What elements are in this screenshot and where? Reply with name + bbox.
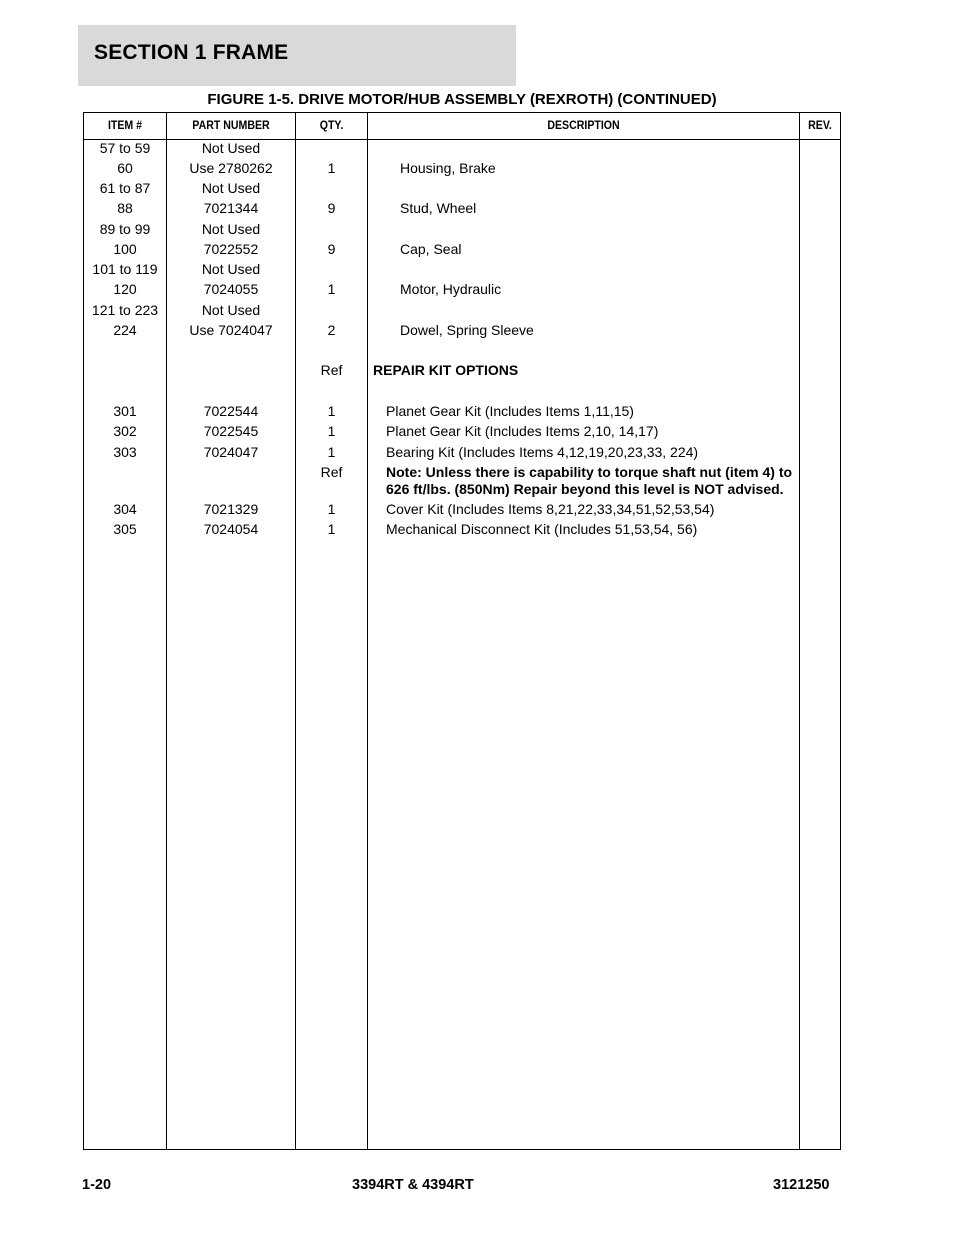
header-qty: QTY. [319, 120, 344, 132]
description: Dowel, Spring Sleeve [400, 322, 534, 338]
parts-table [83, 112, 841, 1150]
description: Planet Gear Kit (Includes Items 2,10, 14,17) [386, 423, 659, 439]
quantity: 1 [327, 423, 336, 439]
item-number: 100 [113, 241, 137, 257]
part-number: 7024054 [203, 521, 259, 537]
figure-title: FIGURE 1-5. DRIVE MOTOR/HUB ASSEMBLY (REXROTH) (CONTINUED) [207, 91, 717, 108]
part-number: 7022552 [203, 241, 259, 257]
part-number: 7021344 [203, 200, 259, 216]
part-number: 7022545 [203, 423, 259, 439]
part-number: Not Used [201, 302, 261, 318]
header-item: ITEM # [107, 120, 143, 132]
column-divider [367, 113, 368, 1149]
description: Cover Kit (Includes Items 8,21,22,33,34,51,52,53,54) [386, 501, 715, 517]
item-number: 301 [113, 403, 137, 419]
part-number: 7022544 [203, 403, 259, 419]
part-number: Not Used [201, 140, 261, 156]
description: Planet Gear Kit (Includes Items 1,11,15) [386, 403, 634, 419]
item-number: 57 to 59 [99, 140, 151, 156]
part-number: Not Used [201, 261, 261, 277]
quantity: 9 [327, 200, 336, 216]
item-number: 61 to 87 [99, 180, 151, 196]
part-number: 7021329 [203, 501, 259, 517]
item-number: 120 [113, 281, 137, 297]
quantity: 1 [327, 501, 336, 517]
description: Cap, Seal [400, 241, 462, 257]
description: Stud, Wheel [400, 200, 477, 216]
quantity: 9 [327, 241, 336, 257]
header-rev: REV. [808, 120, 832, 132]
item-number: 304 [113, 501, 137, 517]
part-number: Not Used [201, 180, 261, 196]
part-number: 7024055 [203, 281, 259, 297]
header-description: DESCRIPTION [547, 120, 620, 132]
header-part-number: PART NUMBER [192, 120, 270, 132]
part-number: Use 7024047 [189, 322, 273, 338]
section-banner [78, 25, 516, 86]
item-number: 121 to 223 [91, 302, 159, 318]
quantity: Ref [320, 464, 343, 480]
item-number: 89 to 99 [99, 221, 151, 237]
column-divider [799, 113, 800, 1149]
section-heading: REPAIR KIT OPTIONS [373, 362, 519, 378]
table-header [84, 113, 840, 140]
description: Mechanical Disconnect Kit (Includes 51,53,54, 56) [386, 521, 698, 537]
document-number: 3121250 [773, 1177, 830, 1193]
page-number: 1-20 [82, 1177, 112, 1193]
quantity: 1 [327, 444, 336, 460]
description: Motor, Hydraulic [400, 281, 502, 297]
column-divider [295, 113, 296, 1149]
quantity: 1 [327, 160, 336, 176]
item-number: 302 [113, 423, 137, 439]
model-name: 3394RT & 4394RT [352, 1177, 474, 1193]
quantity: 1 [327, 403, 336, 419]
quantity: 1 [327, 521, 336, 537]
description: Bearing Kit (Includes Items 4,12,19,20,23,33, 224) [386, 444, 699, 460]
description: Housing, Brake [400, 160, 496, 176]
item-number: 305 [113, 521, 137, 537]
quantity: Ref [320, 362, 343, 378]
part-number: Use 2780262 [189, 160, 273, 176]
quantity: 2 [327, 322, 336, 338]
repair-note: Note: Unless there is capability to torque shaft nut (item 4) to 626 ft/lbs. (850Nm) Repair beyond this level is NOT advised. [386, 464, 793, 497]
section-title: SECTION 1 FRAME [94, 41, 289, 64]
quantity: 1 [327, 281, 336, 297]
item-number: 224 [113, 322, 137, 338]
item-number: 101 to 119 [92, 261, 158, 277]
item-number: 60 [117, 160, 133, 176]
part-number: 7024047 [203, 444, 259, 460]
item-number: 303 [113, 444, 137, 460]
item-number: 88 [117, 200, 133, 216]
part-number: Not Used [201, 221, 261, 237]
